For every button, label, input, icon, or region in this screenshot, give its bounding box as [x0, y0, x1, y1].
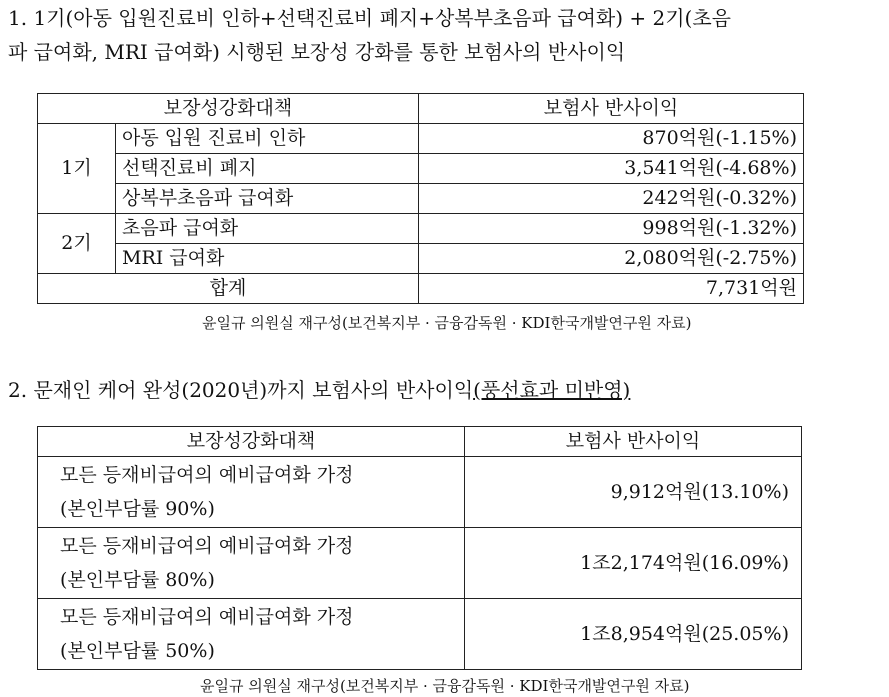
- measure-cell: [38, 599, 465, 670]
- section2-heading-underlined: (풍선효과 미반영): [473, 378, 631, 402]
- measure-line1: 모든 등재비급여의 예비급여화 가정: [60, 535, 354, 557]
- total-value: 7,731억원: [419, 274, 804, 304]
- profit-cell: 9,912억원(13.10%): [465, 457, 802, 528]
- table-row: [38, 154, 804, 184]
- measure-line1: 모든 등재비급여의 예비급여화 가정: [60, 606, 354, 628]
- table-row: [38, 599, 802, 670]
- measure-cell: MRI 급여화: [116, 244, 419, 274]
- table-row: [38, 184, 804, 214]
- measure-cell: [38, 457, 465, 528]
- measure-line2: (본인부담률 90%): [60, 498, 215, 520]
- table-row: [38, 528, 802, 599]
- section1-table: [37, 93, 804, 304]
- phase-label: 1기: [38, 124, 116, 214]
- column-header-measure: 보장성강화대책: [38, 427, 465, 457]
- measure-cell: 상복부초음파 급여화: [116, 184, 419, 214]
- section1-heading-line1: 1. 1기(아동 입원진료비 인하+선택진료비 폐지+상복부초음파 급여화) + 2기(초음: [8, 6, 731, 30]
- profit-cell: 3,541억원(-4.68%): [419, 154, 804, 184]
- table-header-row: [38, 427, 802, 457]
- measure-cell: [38, 528, 465, 599]
- section2-heading: [8, 372, 630, 408]
- measure-line2: (본인부담률 80%): [60, 569, 215, 591]
- profit-cell: 998억원(-1.32%): [419, 214, 804, 244]
- profit-cell: 1조8,954억원(25.05%): [465, 599, 802, 670]
- section1-heading-line2: 파 급여화, MRI 급여화) 시행된 보장성 강화를 통한 보험사의 반사이익: [8, 40, 626, 64]
- section1-source-note: 윤일규 의원실 재구성(보건복지부 · 금융감독원 · KDI한국개발연구원 자료): [202, 314, 692, 332]
- section2-table: [37, 426, 802, 670]
- column-header-profit: 보험사 반사이익: [465, 427, 802, 457]
- measure-cell: 초음파 급여화: [116, 214, 419, 244]
- table-row: [38, 214, 804, 244]
- column-header-profit: 보험사 반사이익: [419, 94, 804, 124]
- table-row: [38, 244, 804, 274]
- measure-cell: 선택진료비 폐지: [116, 154, 419, 184]
- profit-cell: 870억원(-1.15%): [419, 124, 804, 154]
- table-row: [38, 124, 804, 154]
- table-header-row: [38, 94, 804, 124]
- profit-cell: 242억원(-0.32%): [419, 184, 804, 214]
- column-header-measure: 보장성강화대책: [38, 94, 419, 124]
- total-label: 합계: [38, 274, 419, 304]
- measure-line1: 모든 등재비급여의 예비급여화 가정: [60, 464, 354, 486]
- table-total-row: [38, 274, 804, 304]
- table-row: [38, 457, 802, 528]
- profit-cell: 1조2,174억원(16.09%): [465, 528, 802, 599]
- profit-cell: 2,080억원(-2.75%): [419, 244, 804, 274]
- phase-label: 2기: [38, 214, 116, 274]
- measure-line2: (본인부담률 50%): [60, 640, 215, 662]
- section2-heading-text: 2. 문재인 케어 완성(2020년)까지 보험사의 반사이익: [8, 378, 474, 402]
- measure-cell: 아동 입원 진료비 인하: [116, 124, 419, 154]
- section2-source-note: 윤일규 의원실 재구성(보건복지부 · 금융감독원 · KDI한국개발연구원 자료): [200, 677, 690, 695]
